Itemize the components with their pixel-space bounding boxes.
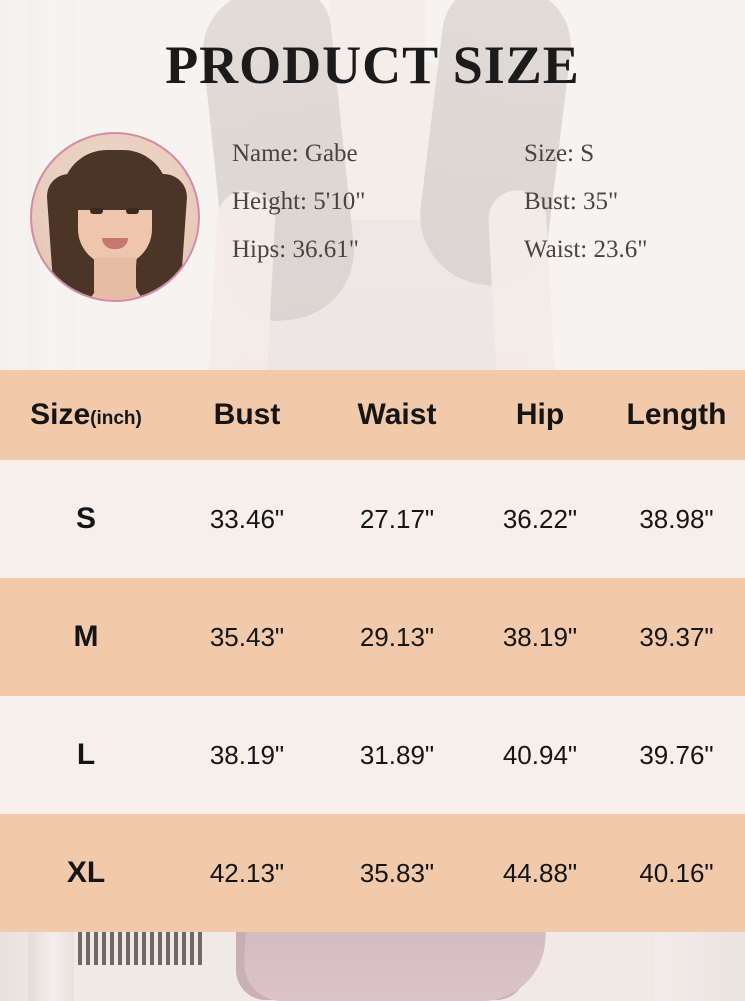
column-header-size [0, 370, 172, 460]
model-field-size-label: Size: [524, 140, 574, 167]
table-row [0, 696, 745, 814]
model-field-size [524, 140, 721, 168]
header-band [0, 0, 745, 370]
model-field-name-value: Gabe [304, 140, 358, 167]
model-field-waist-label: Waist: [524, 236, 588, 263]
row-size-label: XL [0, 814, 172, 932]
row-length-value: 38.98" [608, 460, 745, 578]
model-field-waist-value: 23.6" [593, 236, 648, 263]
column-header-waist: Waist [322, 370, 472, 460]
model-field-bust-value: 35" [583, 188, 619, 215]
avatar-hair-top [62, 150, 168, 210]
model-field-waist [524, 236, 721, 264]
model-field-height-value: 5'10" [313, 188, 366, 215]
row-waist-value: 35.83" [322, 814, 472, 932]
table-row [0, 814, 745, 932]
avatar-eyebrow-left [88, 198, 105, 202]
model-field-hips-label: Hips: [232, 236, 287, 263]
row-hip-value: 38.19" [472, 578, 608, 696]
row-bust-value: 38.19" [172, 696, 322, 814]
column-header-hip: Hip [472, 370, 608, 460]
row-size-label: L [0, 696, 172, 814]
size-chart-table [0, 370, 745, 932]
avatar-neck [94, 258, 136, 302]
row-length-value: 39.37" [608, 578, 745, 696]
row-bust-value: 42.13" [172, 814, 322, 932]
table-row [0, 578, 745, 696]
model-field-height-label: Height: [232, 188, 307, 215]
column-header-size-unit: (inch) [90, 408, 142, 429]
table-row [0, 460, 745, 578]
table-header-row [0, 370, 745, 460]
row-length-value: 40.16" [608, 814, 745, 932]
model-measurements [232, 140, 721, 264]
model-field-hips-value: 36.61" [292, 236, 359, 263]
model-field-name [232, 140, 524, 168]
model-field-height [232, 188, 524, 216]
model-field-hips [232, 236, 524, 264]
row-size-label: S [0, 460, 172, 578]
row-size-label: M [0, 578, 172, 696]
row-bust-value: 33.46" [172, 460, 322, 578]
row-waist-value: 31.89" [322, 696, 472, 814]
row-length-value: 39.76" [608, 696, 745, 814]
column-header-length: Length [608, 370, 745, 460]
model-field-name-label: Name: [232, 140, 299, 167]
model-field-size-value: S [580, 140, 595, 167]
avatar-eye-right [126, 208, 139, 214]
row-hip-value: 36.22" [472, 460, 608, 578]
column-header-size-text: Size [30, 398, 91, 431]
row-waist-value: 29.13" [322, 578, 472, 696]
model-field-bust [524, 188, 721, 216]
row-waist-value: 27.17" [322, 460, 472, 578]
model-field-bust-label: Bust: [524, 188, 577, 215]
page-title: PRODUCT SIZE [165, 35, 580, 95]
row-hip-value: 40.94" [472, 696, 608, 814]
avatar-eye-left [90, 208, 103, 214]
row-hip-value: 44.88" [472, 814, 608, 932]
avatar [30, 132, 200, 302]
row-bust-value: 35.43" [172, 578, 322, 696]
avatar-eyebrow-right [124, 198, 141, 202]
column-header-bust: Bust [172, 370, 322, 460]
